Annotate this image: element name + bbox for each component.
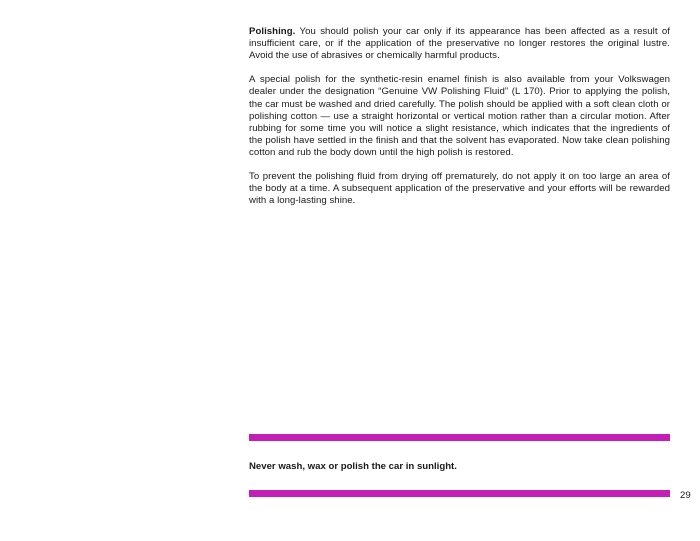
- paragraph-heading: Polishing.: [249, 26, 296, 37]
- page-number: 29: [680, 490, 691, 501]
- accent-bar-bottom: [249, 490, 670, 497]
- paragraph-special-polish: A special polish for the synthetic-resin enamel finish is also available from your Volkswagen dealer under the designation “Genuine VW Polishing Fluid” (L 170). Prior to applying the polish, the car must be washed and dried carefully. The polish should be applied with a soft clean cloth or polishing cotton — use a straight horizontal or vertical motion rather than a circular motion. After rubbing for some time you will notice a slight resistance, which indicates that the ingredients of the polish have settled in the finish and that the solvent has evaporated. Now take clean polishing cotton and rub the body down until the high polish is restored.: [249, 74, 670, 159]
- body-text: [249, 26, 670, 219]
- paragraph-polishing: [249, 26, 670, 63]
- accent-bar-top: [249, 434, 670, 441]
- paragraph-drying: To prevent the polishing fluid from drying off prematurely, do not apply it on too large an area of the body at a time. A subsequent application of the preservative and your efforts will be rewarded with a long-lasting shine.: [249, 171, 670, 207]
- paragraph-polishing-text: You should polish your car only if its appearance has been affected as a result of insufficient care, or if the application of the preservative no longer restores the original lustre. Avoid the use of abrasives or chemically harmful products.: [249, 26, 670, 62]
- warning-note: Never wash, wax or polish the car in sunlight.: [249, 461, 457, 472]
